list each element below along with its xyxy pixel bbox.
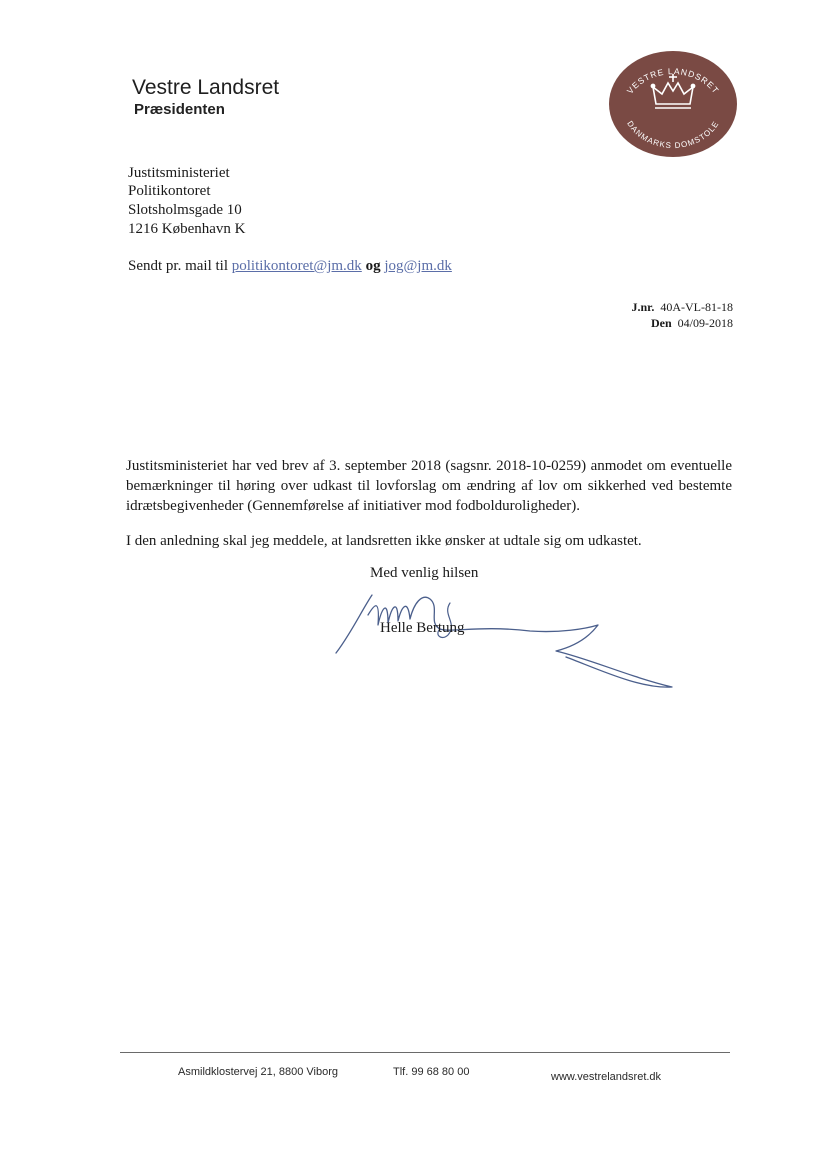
body-paragraph-2: I den anledning skal jeg meddele, at landsretten ikke ønsker at udtale sig om udkastet.: [126, 533, 642, 549]
footer-divider: [120, 1052, 730, 1053]
reference-block: [631, 299, 733, 331]
email-link-jog[interactable]: jog@jm.dk: [384, 258, 452, 274]
sent-prefix: Sendt pr. mail til: [128, 258, 228, 274]
court-seal: [608, 50, 738, 158]
journal-number-label: J.nr.: [631, 300, 655, 314]
footer-address: Asmildklostervej 21, 8800 Viborg: [178, 1066, 338, 1078]
date-row: [631, 315, 733, 331]
date-label: Den: [650, 316, 672, 330]
seal-bottom-text: DANMARKS DOMSTOLE: [625, 119, 721, 151]
body-paragraph-1: Justitsministeriet har ved brev af 3. september 2018 (sagsnr. 2018-10-0259) anmodet om eventuelle bemærkninger til høring over udkast til lovforslag om ændring af lov om sikkerhed ved bestemte idrætsbegivenheder (Gennemførelse af initiativer mod fodbolduroligheder).: [126, 458, 732, 514]
court-name: Vestre Landsret: [132, 76, 280, 99]
journal-number-row: [631, 299, 733, 315]
handwritten-signature: [330, 585, 680, 695]
signer-name: Helle Bertung: [380, 620, 465, 636]
recipient-line-4: 1216 København K: [128, 221, 246, 237]
court-subtitle: Præsidenten: [134, 101, 225, 118]
sent-by-mail-line: [128, 258, 452, 275]
date-value: 04/09-2018: [677, 316, 733, 330]
closing-greeting: Med venlig hilsen: [370, 565, 479, 581]
recipient-line-1: Justitsministeriet: [128, 165, 230, 181]
seal-top-text: VESTRE LANDSRET: [624, 66, 722, 96]
sent-joiner: og: [365, 258, 381, 274]
journal-number-value: 40A-VL-81-18: [660, 300, 733, 314]
recipient-line-3: Slotsholmsgade 10: [128, 202, 242, 218]
email-link-politikontoret[interactable]: politikontoret@jm.dk: [231, 258, 362, 274]
footer-phone: Tlf. 99 68 80 00: [393, 1066, 470, 1078]
recipient-line-2: Politikontoret: [128, 183, 211, 199]
footer-website[interactable]: www.vestrelandsret.dk: [551, 1071, 662, 1083]
